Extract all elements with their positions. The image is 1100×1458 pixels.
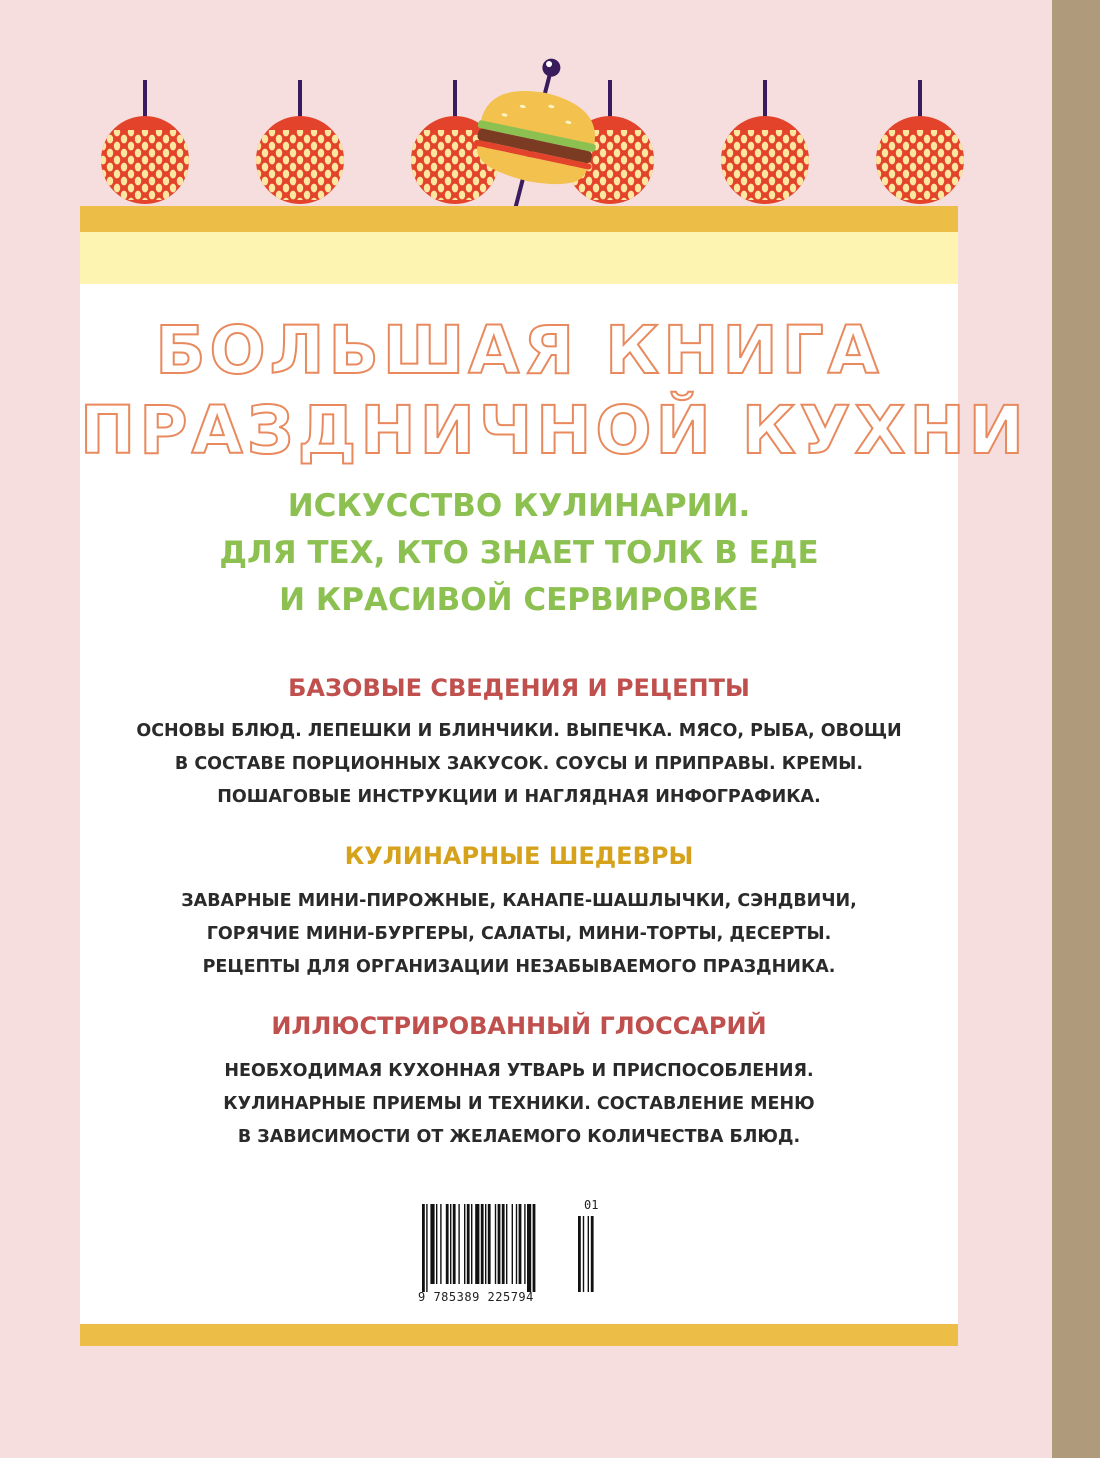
barcode-bar — [422, 1204, 425, 1292]
barcode-addon-bar — [588, 1216, 589, 1292]
barcode-bar — [533, 1204, 536, 1292]
barcode-bar — [512, 1204, 513, 1284]
canape-ball — [721, 80, 809, 204]
isbn-digits: 9 785389 225794 — [418, 1290, 534, 1304]
barcode-bar — [458, 1204, 459, 1284]
section-text-line: РЕЦЕПТЫ ДЛЯ ОРГАНИЗАЦИИ НЕЗАБЫВАЕМОГО ПРАЗДНИКА. — [202, 957, 836, 977]
barcode-bar — [488, 1204, 491, 1284]
subtitle-line-3: И КРАСИВОЙ СЕРВИРОВКЕ — [279, 582, 759, 618]
book-title-line-1: БОЛЬШАЯ КНИГА — [155, 312, 883, 389]
section-heading-basics: БАЗОВЫЕ СВЕДЕНИЯ И РЕЦЕПТЫ — [288, 674, 750, 702]
barcode-bar — [467, 1204, 470, 1284]
barcode-bar — [527, 1204, 531, 1292]
top-yellow-band — [80, 206, 958, 232]
book-spine — [1052, 0, 1100, 1458]
barcode-addon-bar — [591, 1216, 594, 1292]
canape-decoration — [0, 0, 1052, 210]
section-text-line: ОСНОВЫ БЛЮД. ЛЕПЕШКИ И БЛИНЧИКИ. ВЫПЕЧКА. МЯСО, РЫБА, ОВОЩИ — [136, 721, 902, 741]
barcode-bar — [481, 1204, 484, 1284]
subtitle-line-1: ИСКУССТВО КУЛИНАРИИ. — [287, 488, 751, 524]
subtitle-line-2: ДЛЯ ТЕХ, КТО ЗНАЕТ ТОЛК В ЕДЕ — [219, 535, 819, 571]
book-title-line-2: ПРАЗДНИЧНОЙ КУХНИ — [80, 392, 1028, 469]
barcode-bar — [502, 1204, 505, 1284]
barcode-addon-digits: 01 — [584, 1198, 599, 1212]
barcode-bar — [495, 1204, 496, 1284]
section-text-line: ГОРЯЧИЕ МИНИ-БУРГЕРЫ, САЛАТЫ, МИНИ-ТОРТЫ, ДЕСЕРТЫ. — [206, 924, 832, 944]
section-text-line: КУЛИНАРНЫЕ ПРИЕМЫ И ТЕХНИКИ. СОСТАВЛЕНИЕ МЕНЮ — [223, 1094, 815, 1114]
bottom-yellow-band — [80, 1324, 958, 1346]
barcode-bar — [519, 1204, 522, 1284]
barcode-bar — [440, 1204, 441, 1284]
barcode-bar — [430, 1204, 434, 1284]
canape-ball — [256, 80, 344, 204]
section-text-line: В СОСТАВЕ ПОРЦИОННЫХ ЗАКУСОК. СОУСЫ И ПРИПРАВЫ. КРЕМЫ. — [174, 754, 864, 774]
barcode-bar — [524, 1204, 525, 1284]
canape-ball — [101, 80, 189, 204]
section-text-line: ЗАВАРНЫЕ МИНИ-ПИРОЖНЫЕ, КАНАПЕ-ШАШЛЫЧКИ, СЭНДВИЧИ, — [181, 891, 857, 911]
barcode-bar — [450, 1204, 451, 1284]
barcode-bar — [436, 1204, 437, 1284]
top-cream-band — [80, 232, 958, 284]
barcode-bar — [464, 1204, 465, 1284]
canape-ball — [876, 80, 964, 204]
barcode-bar — [471, 1204, 472, 1284]
barcode-bar — [516, 1204, 517, 1284]
barcode-bar — [475, 1204, 479, 1284]
section-heading-glossary: ИЛЛЮСТРИРОВАННЫЙ ГЛОССАРИЙ — [271, 1012, 767, 1040]
barcode-bar — [426, 1204, 427, 1292]
barcode-bar — [446, 1204, 449, 1284]
section-heading-masterpieces: КУЛИНАРНЫЕ ШЕДЕВРЫ — [344, 842, 694, 870]
barcode-bar — [506, 1204, 507, 1284]
barcode-addon-bar — [578, 1216, 581, 1292]
section-text-line: ПОШАГОВЫЕ ИНСТРУКЦИИ И НАГЛЯДНАЯ ИНФОГРАФИКА. — [217, 787, 821, 807]
barcode-bar — [485, 1204, 486, 1284]
barcode-bar — [453, 1204, 456, 1284]
section-text-line: В ЗАВИСИМОСТИ ОТ ЖЕЛАЕМОГО КОЛИЧЕСТВА БЛЮД. — [237, 1127, 801, 1147]
barcode-addon-bar — [583, 1216, 584, 1292]
section-text-line: НЕОБХОДИМАЯ КУХОННАЯ УТВАРЬ И ПРИСПОСОБЛЕНИЯ. — [224, 1061, 814, 1081]
barcode-bar — [498, 1204, 501, 1284]
